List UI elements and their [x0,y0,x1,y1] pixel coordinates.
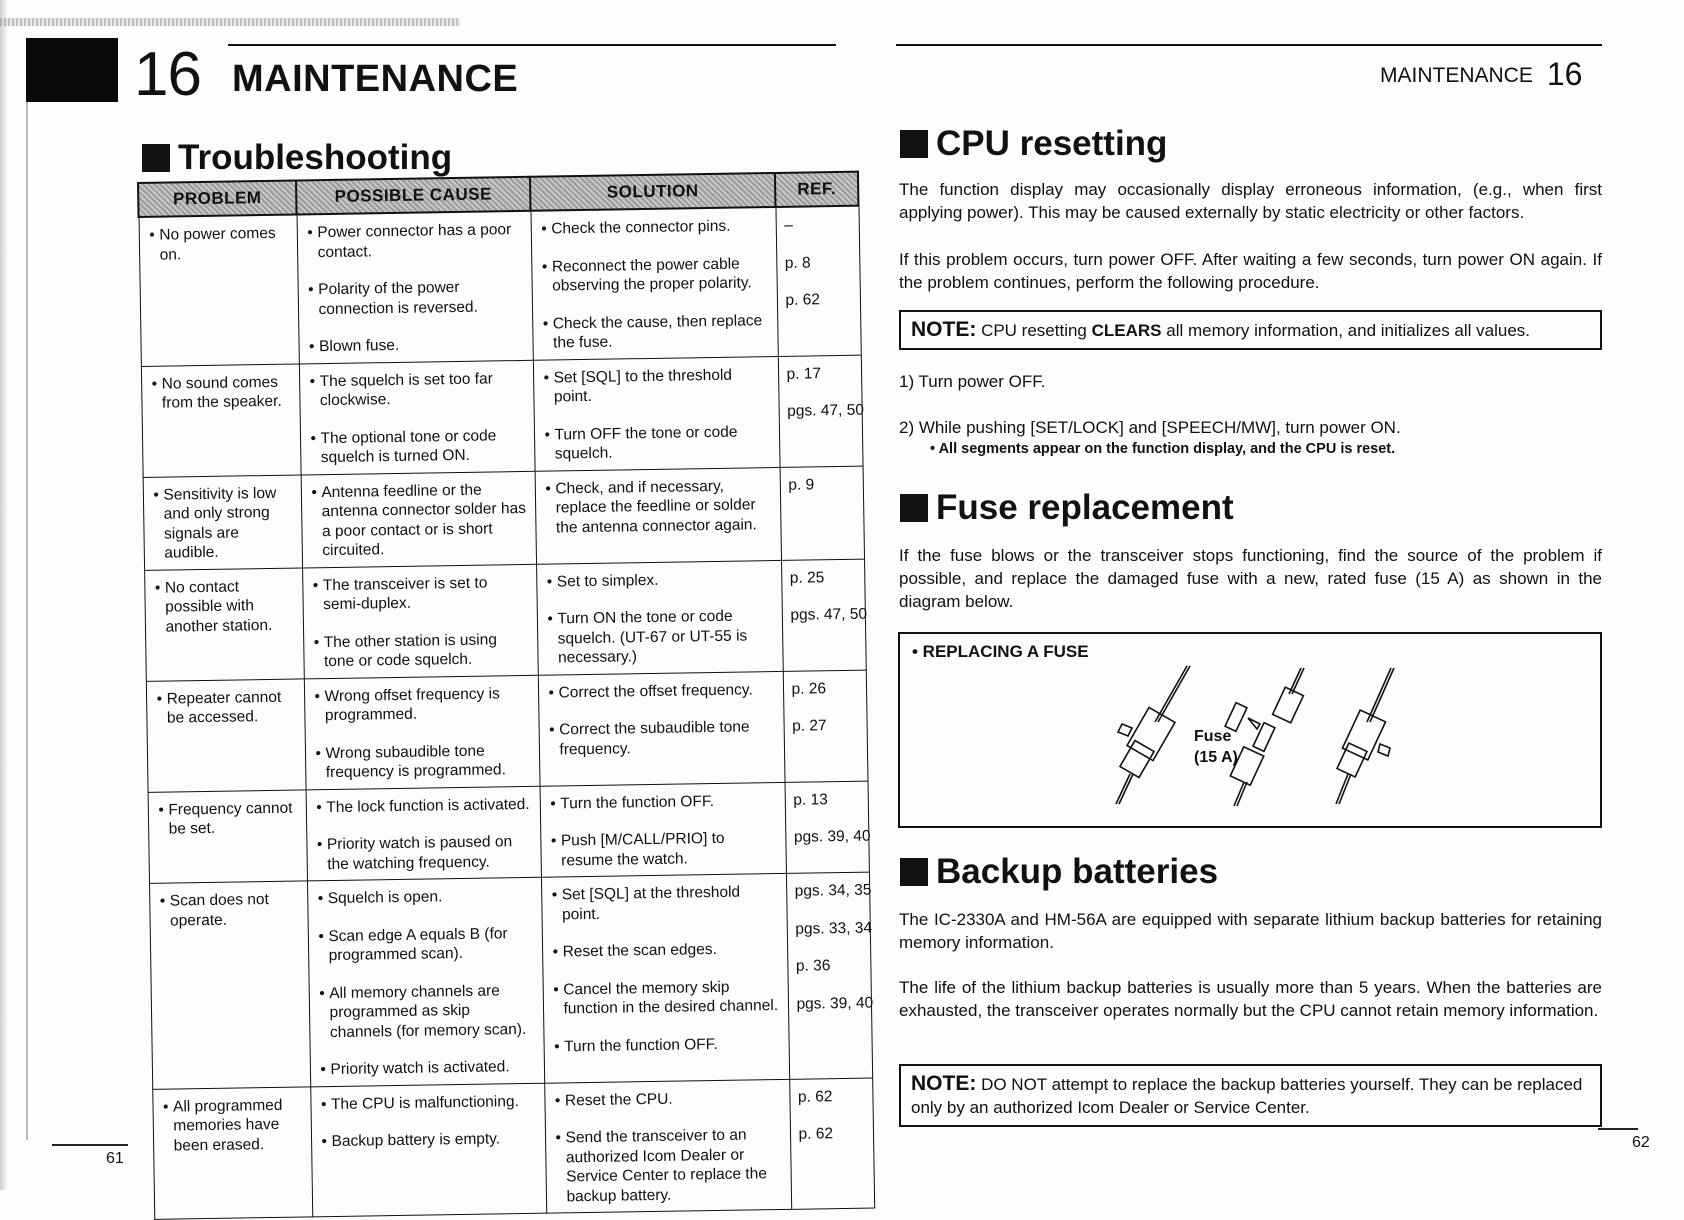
ref-text: pgs. 33, 34 [795,919,873,938]
cause-text: The lock function is activated. [326,795,530,816]
problem-text: No contact possible with another station. [164,577,273,636]
solution-cell: • Correct the offset frequency. • Correct the subaudible tone frequency. [538,671,785,786]
table-row [143,466,864,570]
ref-text: p. 27 [791,717,827,735]
running-header-number: 16 [1546,56,1583,92]
header-possible-cause: POSSIBLE CAUSE [296,177,531,215]
note-label: NOTE: [911,318,977,341]
ref-text: p. 25 [789,568,825,587]
note-text-emphasis: CLEARS [1091,321,1162,340]
ref-cell [780,466,864,560]
table-row [146,670,868,792]
cause-text: Priority watch is paused on the watching frequency. [326,833,513,873]
fuse-label: Fuse (15 A) [1194,728,1238,766]
problem-cell: • No power comes on. [139,214,299,365]
ref-text: p. 13 [793,790,828,809]
note-text: DO NOT attempt to replace the backup batteries yourself. They can be replaced only by an authorized Icom Dealer or Service Center. [911,1075,1583,1117]
ref-cell [783,670,868,782]
section-title-fuse-replacement: Fuse replacement [900,486,1234,528]
solution-text: Check the cause, then replace the fuse. [552,311,763,352]
chapter-rule [228,44,836,46]
cause-text: The CPU is malfunctioning. [330,1092,519,1113]
solution-text: Set [SQL] at the threshold point. [561,883,741,923]
solution-text: Set to simplex. [556,571,659,590]
ref-cell [786,872,872,1079]
footer-rule-left [52,1144,128,1146]
ref-text: p. 26 [791,679,827,698]
ref-text: pgs. 47, 50 [787,401,865,420]
note-text-post: all memory information, and initializes all values. [1166,321,1531,340]
cause-text: The squelch is set too far clockwise. [319,369,493,410]
cpu-paragraph-1: The function display may occasionally display erroneous information, (e.g., when first applying power). This may be caused externally by static electricity or other factors. [899,180,1602,222]
ref-text: p. 17 [786,364,822,383]
ref-cell [785,781,869,874]
fuse-diagram-box [898,632,1602,828]
ref-text: p. 62 [798,1125,834,1143]
table-row [144,559,866,681]
cpu-paragraph-2: If this problem occurs, turn power OFF. After waiting a few seconds, turn power ON again. If the problem continues, perform the following procedure. [899,250,1602,292]
fuse-diagram-icon [900,634,1600,826]
footer-rule-right [1598,1128,1638,1130]
cpu-step-2-note: • All segments appear on the function display, and the CPU is reset. [930,441,1396,457]
cause-cell: • The squelch is set too far clockwise. • The optional tone or code squelch is turned ON. [299,360,535,475]
solution-text: Check the connector pins. [551,217,731,238]
ref-cell [775,206,860,356]
cause-cell: • The transceiver is set to semi-duplex. • The other station is using tone or code squelch. [302,564,538,679]
problem-text: All programmed memories have been erased. [172,1096,283,1155]
cause-text: Squelch is open. [327,888,443,908]
problem-cell: • Repeater cannot be accessed. [146,678,306,791]
chapter-tab-bar [26,38,118,102]
ref-text: pgs. 39, 40 [796,994,874,1013]
cause-text: The other station is using tone or code squelch. [323,630,498,671]
ref-text: p. 8 [784,253,811,272]
ref-text: p. 62 [785,291,821,309]
cause-cell: • Wrong offset frequency is programmed. • Wrong subaudible tone frequency is programmed. [304,675,540,790]
cause-text: Wrong offset frequency is programmed. [324,684,500,725]
solution-cell: • Check, and if necessary, replace the feedline or solder the antenna connector again. [535,467,781,564]
section-title-cpu-resetting: CPU resetting [900,122,1167,164]
header-solution: SOLUTION [530,173,776,211]
ref-cell [778,355,863,467]
section-title-backup-batteries: Backup batteries [900,850,1218,892]
table-row [141,355,863,477]
table-row [152,1078,874,1220]
page-number-left: 61 [106,1150,124,1167]
fuse-holder-closed-left-icon [1116,666,1190,804]
solution-text: Turn OFF the tone or code squelch. [554,423,738,463]
cpu-step-2: 2) While pushing [SET/LOCK] and [SPEECH/MW], turn power ON. [899,418,1401,437]
problem-text: Repeater cannot be accessed. [166,688,282,727]
solution-cell: • Check the connector pins. • Reconnect the power cable observing the proper polarity. • Check the cause, then replace the fuse. [531,207,778,360]
header-rule-right [896,44,1602,46]
fuse-holder-closed-right-icon [1336,668,1394,804]
problem-cell: • All programmed memories have been erased. [152,1086,312,1219]
ref-text: – [784,216,794,234]
ref-text: pgs. 39, 40 [793,827,871,846]
chapter-number: 16 [134,40,201,109]
solution-cell: • Set [SQL] at the threshold point. • Reset the scan edges. • Cancel the memory skip function in the desired channel. • Turn the function OFF. [541,873,789,1082]
cause-text: Scan edge A equals B (for programmed scan). [328,924,508,965]
cause-text: Priority watch is activated. [330,1058,510,1079]
cause-text: Backup battery is empty. [331,1130,501,1151]
backup-note-box [899,1064,1602,1127]
problem-text: Scan does not operate. [169,891,270,930]
solution-text: Turn the function OFF. [560,792,715,812]
problem-text: No power comes on. [159,224,276,264]
problem-text: No sound comes from the speaker. [161,373,282,412]
running-header-title: MAINTENANCE [1380,64,1533,87]
section-square-icon [142,144,170,172]
scan-artifact [0,18,460,26]
note-text-pre: CPU resetting [981,321,1087,340]
solution-text: Check, and if necessary, replace the feedline or solder the antenna connector again. [555,477,757,536]
cpu-note-box [899,310,1602,350]
cause-text: Power connector has a poor contact. [317,221,512,261]
cause-text: Antenna feedline or the antenna connector solder has a poor contact or is short circuited. [321,481,527,560]
fuse-diagram-title: • REPLACING A FUSE [912,642,1089,661]
solution-text: Turn the function OFF. [563,1035,718,1055]
section-square-icon [900,130,928,158]
cause-cell: • The CPU is malfunctioning. • Backup battery is empty. [310,1083,546,1217]
ref-text: pgs. 34, 35 [794,881,872,900]
solution-text: Correct the offset frequency. [558,680,753,701]
cause-cell: • Squelch is open. • Scan edge A equals B (for programmed scan). • All memory channels are programmed as skip channels (for memory scan). • Priority watch is activated. [307,877,544,1086]
table-row [149,872,872,1089]
troubleshooting-table [137,171,875,1220]
cpu-step-1: 1) Turn power OFF. [899,372,1046,391]
page-number-right: 62 [1632,1134,1650,1151]
ref-text: p. 62 [797,1087,833,1106]
table-body [139,206,875,1220]
backup-paragraph-2: The life of the lithium backup batteries is usually more than 5 years. When the batteries are exhausted, the transceiver operates normally but the CPU cannot retain memory information. [899,978,1602,1020]
cause-text: All memory channels are programmed as skip channels (for memory scan). [329,981,527,1041]
solution-text: Set [SQL] to the threshold point. [553,366,733,406]
section-square-icon [900,858,928,886]
header-problem: PROBLEM [138,181,297,217]
solution-text: Send the transceiver to an authorized Icom Dealer or Service Center to replace the backup battery. [565,1126,768,1205]
cause-text: Blown fuse. [318,336,400,356]
solution-cell: • Set [SQL] to the threshold point. • Turn OFF the tone or code squelch. [533,356,780,471]
fuse-paragraph: If the fuse blows or the transceiver stops functioning, find the source of the problem if possible, and replace the damaged fuse with a new, rated fuse (15 A) as shown in the diagram below. [899,546,1602,611]
solution-text: Reconnect the power cable observing the proper polarity. [551,255,752,295]
cause-text: Wrong subaudible tone frequency is programmed. [325,742,506,782]
section-square-icon [900,494,928,522]
problem-text: Frequency cannot be set. [168,799,293,838]
cause-text: Polarity of the power connection is reversed. [318,278,479,318]
cause-cell: • Antenna feedline or the antenna connector solder has a poor contact or is short circuited. [301,471,536,568]
problem-cell: • No sound comes from the speaker. [141,363,301,476]
solution-text: Turn ON the tone or code squelch. (UT-67 or UT-55 is necessary.) [557,607,748,667]
chapter-title: MAINTENANCE [232,58,519,100]
ref-text: p. 9 [788,475,815,494]
note-label: NOTE: [911,1072,977,1095]
solution-text: Reset the CPU. [564,1090,673,1109]
cause-text: The transceiver is set to semi-duplex. [322,574,488,614]
cause-cell: • The lock function is activated. • Priority watch is paused on the watching frequency. [306,786,541,881]
solution-text: Push [M/CALL/PRIO] to resume the watch. [560,829,725,869]
ref-text: pgs. 47, 50 [790,605,868,624]
backup-paragraph-1: The IC-2330A and HM-56A are equipped with separate lithium backup batteries for retaining memory information. [899,910,1602,952]
ref-cell [781,559,866,671]
problem-cell: • Sensitivity is low and only strong signals are audible. [143,474,302,569]
ref-text: p. 36 [795,957,831,975]
header-ref: REF. [775,172,859,207]
running-header [1380,56,1582,93]
solution-cell: • Reset the CPU. • Send the transceiver to an authorized Icom Dealer or Service Center to replace the backup battery. [544,1079,791,1213]
problem-cell: • No contact possible with another station. [144,567,304,680]
section-title-troubleshooting: Troubleshooting [142,136,452,178]
solution-text: Cancel the memory skip function in the desired channel. [563,978,779,1018]
solution-cell: • Turn the function OFF. • Push [M/CALL/PRIO] to resume the watch. [540,782,786,877]
table-row [139,206,861,366]
scan-edge-shadow [0,0,8,1190]
solution-text: Reset the scan edges. [562,940,718,961]
problem-cell: • Frequency cannot be set. [148,789,307,883]
problem-cell: • Scan does not operate. [149,881,310,1089]
cause-cell: • Power connector has a poor contact. • Polarity of the power connection is reversed. • Blown fuse. [297,211,533,364]
solution-text: Correct the subaudible tone frequency. [559,718,750,758]
solution-cell: • Set to simplex. • Turn ON the tone or code squelch. (UT-67 or UT-55 is necessary.) [536,560,783,675]
binding-line [26,40,28,1140]
problem-text: Sensitivity is low and only strong signals are audible. [163,484,277,562]
cause-text: The optional tone or code squelch is turned ON. [320,426,497,467]
table-row [148,781,869,884]
